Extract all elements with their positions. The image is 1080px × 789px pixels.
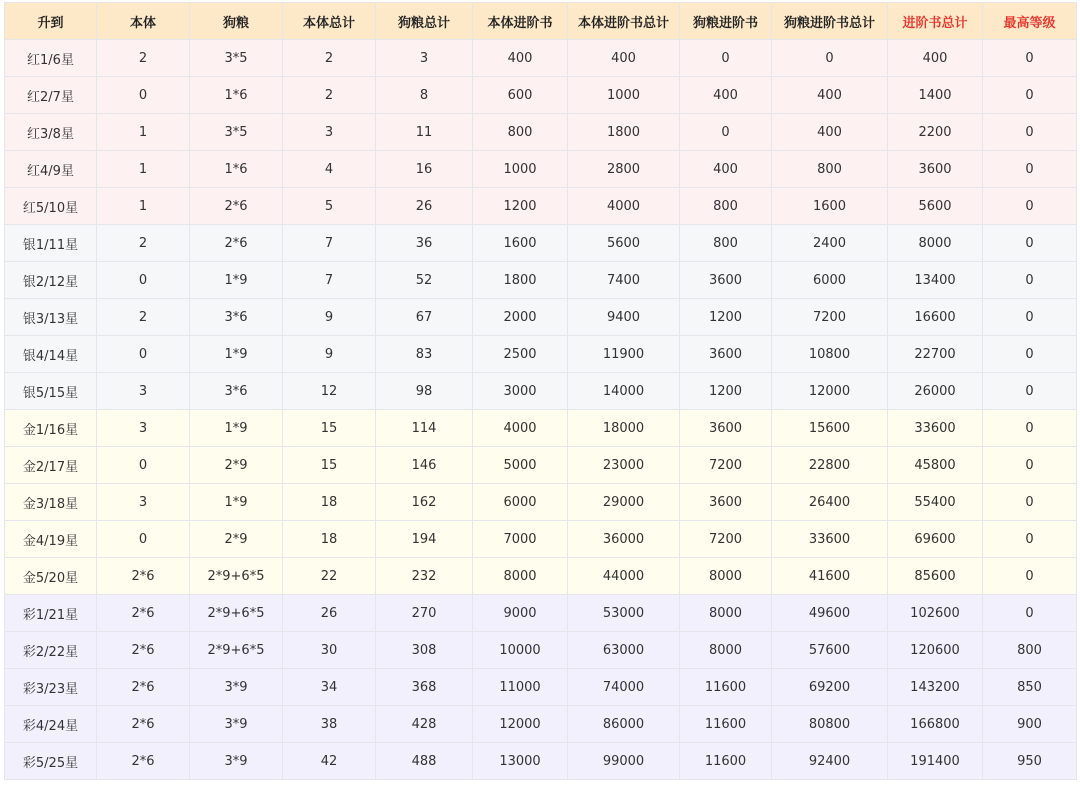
table-cell: 69600 [888, 521, 983, 558]
table-cell: 7000 [473, 521, 568, 558]
table-cell: 120600 [888, 632, 983, 669]
table-cell: 0 [983, 299, 1077, 336]
table-cell: 53000 [568, 595, 680, 632]
column-header: 狗粮总计 [376, 3, 473, 40]
table-cell: 99000 [568, 743, 680, 780]
table-cell: 8000 [888, 225, 983, 262]
column-header: 狗粮进阶书总计 [772, 3, 888, 40]
table-cell: 49600 [772, 595, 888, 632]
table-cell: 950 [983, 743, 1077, 780]
table-cell: 9 [283, 299, 376, 336]
star-level-cell: 银3/13星 [5, 299, 97, 336]
table-cell: 9400 [568, 299, 680, 336]
star-level-cell: 金1/16星 [5, 410, 97, 447]
table-cell: 2 [97, 40, 190, 77]
table-row [5, 669, 1077, 706]
star-level-cell: 银5/15星 [5, 373, 97, 410]
table-cell: 7200 [680, 447, 772, 484]
table-cell: 2*6 [97, 595, 190, 632]
table-cell: 26 [376, 188, 473, 225]
table-cell: 3*9 [190, 669, 283, 706]
table-cell: 13400 [888, 262, 983, 299]
table-cell: 428 [376, 706, 473, 743]
table-cell: 10000 [473, 632, 568, 669]
star-level-cell: 金5/20星 [5, 558, 97, 595]
table-cell: 7 [283, 225, 376, 262]
star-level-cell: 银4/14星 [5, 336, 97, 373]
table-cell: 0 [983, 114, 1077, 151]
column-header: 最高等级 [983, 3, 1077, 40]
table-row [5, 225, 1077, 262]
table-cell: 0 [983, 521, 1077, 558]
table-cell: 0 [97, 77, 190, 114]
table-cell: 45800 [888, 447, 983, 484]
table-cell: 80800 [772, 706, 888, 743]
table-row [5, 595, 1077, 632]
table-cell: 308 [376, 632, 473, 669]
table-cell: 9 [283, 336, 376, 373]
table-cell: 1*6 [190, 77, 283, 114]
table-cell: 2*9 [190, 521, 283, 558]
table-cell: 400 [473, 40, 568, 77]
table-cell: 800 [473, 114, 568, 151]
table-cell: 33600 [888, 410, 983, 447]
star-level-cell: 红4/9星 [5, 151, 97, 188]
table-cell: 5600 [568, 225, 680, 262]
table-cell: 270 [376, 595, 473, 632]
table-cell: 7200 [772, 299, 888, 336]
table-cell: 400 [772, 114, 888, 151]
table-row [5, 188, 1077, 225]
table-cell: 1*9 [190, 410, 283, 447]
column-header: 升到 [5, 3, 97, 40]
table-cell: 0 [983, 77, 1077, 114]
table-cell: 11900 [568, 336, 680, 373]
table-cell: 1000 [568, 77, 680, 114]
table-cell: 0 [983, 225, 1077, 262]
table-row [5, 262, 1077, 299]
table-cell: 600 [473, 77, 568, 114]
star-level-cell: 金2/17星 [5, 447, 97, 484]
table-cell: 1000 [473, 151, 568, 188]
table-cell: 2200 [888, 114, 983, 151]
table-cell: 55400 [888, 484, 983, 521]
table-cell: 2*6 [97, 743, 190, 780]
table-cell: 11600 [680, 669, 772, 706]
star-level-cell: 红3/8星 [5, 114, 97, 151]
table-cell: 2400 [772, 225, 888, 262]
table-cell: 8000 [680, 595, 772, 632]
star-level-cell: 彩5/25星 [5, 743, 97, 780]
table-cell: 2000 [473, 299, 568, 336]
table-cell: 368 [376, 669, 473, 706]
table-body [5, 40, 1077, 780]
table-cell: 0 [680, 40, 772, 77]
table-cell: 2500 [473, 336, 568, 373]
table-cell: 41600 [772, 558, 888, 595]
table-cell: 6000 [772, 262, 888, 299]
table-cell: 11600 [680, 743, 772, 780]
table-cell: 2*6 [97, 558, 190, 595]
table-row [5, 151, 1077, 188]
table-cell: 1*9 [190, 336, 283, 373]
table-row [5, 410, 1077, 447]
table-row [5, 743, 1077, 780]
table-cell: 2*6 [190, 188, 283, 225]
star-level-cell: 彩4/24星 [5, 706, 97, 743]
table-cell: 15600 [772, 410, 888, 447]
table-cell: 26400 [772, 484, 888, 521]
table-cell: 0 [97, 447, 190, 484]
table-row [5, 114, 1077, 151]
table-header [5, 3, 1077, 40]
table-cell: 1 [97, 151, 190, 188]
table-cell: 30 [283, 632, 376, 669]
table-cell: 162 [376, 484, 473, 521]
table-cell: 3 [376, 40, 473, 77]
table-cell: 22700 [888, 336, 983, 373]
table-cell: 2*6 [97, 706, 190, 743]
star-level-cell: 银2/12星 [5, 262, 97, 299]
table-cell: 400 [680, 77, 772, 114]
table-cell: 488 [376, 743, 473, 780]
table-cell: 102600 [888, 595, 983, 632]
table-cell: 1*9 [190, 484, 283, 521]
table-cell: 1*9 [190, 262, 283, 299]
table-cell: 86000 [568, 706, 680, 743]
table-cell: 850 [983, 669, 1077, 706]
table-cell: 900 [983, 706, 1077, 743]
table-cell: 3600 [680, 336, 772, 373]
table-cell: 0 [97, 521, 190, 558]
table-row [5, 299, 1077, 336]
table-cell: 1 [97, 188, 190, 225]
table-cell: 2 [97, 225, 190, 262]
table-cell: 3*9 [190, 743, 283, 780]
table-cell: 34 [283, 669, 376, 706]
table-cell: 1800 [473, 262, 568, 299]
table-cell: 74000 [568, 669, 680, 706]
table-cell: 3 [283, 114, 376, 151]
table-cell: 12 [283, 373, 376, 410]
table-cell: 0 [983, 484, 1077, 521]
table-cell: 2*9+6*5 [190, 632, 283, 669]
table-cell: 26000 [888, 373, 983, 410]
table-cell: 3600 [680, 410, 772, 447]
table-cell: 0 [680, 114, 772, 151]
table-row [5, 447, 1077, 484]
table-cell: 3*9 [190, 706, 283, 743]
table-cell: 800 [772, 151, 888, 188]
table-row [5, 521, 1077, 558]
table-cell: 36 [376, 225, 473, 262]
table-cell: 0 [983, 336, 1077, 373]
upgrade-cost-table [4, 2, 1077, 780]
table-cell: 11000 [473, 669, 568, 706]
table-cell: 0 [983, 188, 1077, 225]
table-row [5, 77, 1077, 114]
table-cell: 8000 [680, 558, 772, 595]
table-cell: 85600 [888, 558, 983, 595]
table-cell: 22 [283, 558, 376, 595]
column-header: 进阶书总计 [888, 3, 983, 40]
table-cell: 98 [376, 373, 473, 410]
table-cell: 12000 [772, 373, 888, 410]
header-row [5, 3, 1077, 40]
table-cell: 114 [376, 410, 473, 447]
table-row [5, 40, 1077, 77]
table-cell: 3 [97, 484, 190, 521]
table-cell: 2*9+6*5 [190, 595, 283, 632]
table-cell: 2800 [568, 151, 680, 188]
table-cell: 12000 [473, 706, 568, 743]
table-cell: 8 [376, 77, 473, 114]
column-header: 本体总计 [283, 3, 376, 40]
table-cell: 4000 [473, 410, 568, 447]
table-cell: 83 [376, 336, 473, 373]
table-cell: 18000 [568, 410, 680, 447]
star-level-cell: 彩1/21星 [5, 595, 97, 632]
table-cell: 3*5 [190, 114, 283, 151]
table-cell: 29000 [568, 484, 680, 521]
table-cell: 6000 [473, 484, 568, 521]
table-cell: 1600 [473, 225, 568, 262]
star-level-cell: 红2/7星 [5, 77, 97, 114]
table-cell: 2*6 [97, 669, 190, 706]
table-cell: 400 [888, 40, 983, 77]
table-cell: 10800 [772, 336, 888, 373]
column-header: 本体进阶书总计 [568, 3, 680, 40]
table-cell: 3000 [473, 373, 568, 410]
table-cell: 1*6 [190, 151, 283, 188]
table-cell: 1200 [680, 299, 772, 336]
table-cell: 4 [283, 151, 376, 188]
table-cell: 3*6 [190, 299, 283, 336]
table-row [5, 484, 1077, 521]
table-cell: 5 [283, 188, 376, 225]
table-cell: 4000 [568, 188, 680, 225]
table-cell: 44000 [568, 558, 680, 595]
table-cell: 33600 [772, 521, 888, 558]
table-cell: 3 [97, 373, 190, 410]
table-cell: 146 [376, 447, 473, 484]
table-cell: 800 [983, 632, 1077, 669]
table-cell: 400 [772, 77, 888, 114]
table-cell: 2 [283, 77, 376, 114]
table-cell: 2*9 [190, 447, 283, 484]
table-cell: 0 [983, 40, 1077, 77]
table-cell: 13000 [473, 743, 568, 780]
table-cell: 11 [376, 114, 473, 151]
star-level-cell: 金4/19星 [5, 521, 97, 558]
table-cell: 38 [283, 706, 376, 743]
table-cell: 0 [983, 373, 1077, 410]
table-cell: 400 [680, 151, 772, 188]
star-level-cell: 金3/18星 [5, 484, 97, 521]
table-row [5, 706, 1077, 743]
table-cell: 1200 [473, 188, 568, 225]
table-cell: 0 [983, 410, 1077, 447]
table-cell: 69200 [772, 669, 888, 706]
table-cell: 7200 [680, 521, 772, 558]
table-cell: 15 [283, 447, 376, 484]
table-cell: 7 [283, 262, 376, 299]
star-level-cell: 银1/11星 [5, 225, 97, 262]
table-cell: 63000 [568, 632, 680, 669]
table-cell: 36000 [568, 521, 680, 558]
table-cell: 1800 [568, 114, 680, 151]
table-cell: 191400 [888, 743, 983, 780]
table-row [5, 632, 1077, 669]
table-cell: 400 [568, 40, 680, 77]
table-cell: 0 [983, 151, 1077, 188]
table-cell: 2*6 [97, 632, 190, 669]
table-cell: 232 [376, 558, 473, 595]
table-cell: 11600 [680, 706, 772, 743]
table-cell: 7400 [568, 262, 680, 299]
table-cell: 800 [680, 188, 772, 225]
table-cell: 18 [283, 521, 376, 558]
table-cell: 1600 [772, 188, 888, 225]
table-cell: 0 [97, 262, 190, 299]
table-cell: 14000 [568, 373, 680, 410]
table-cell: 23000 [568, 447, 680, 484]
table-cell: 18 [283, 484, 376, 521]
table-cell: 0 [983, 262, 1077, 299]
table-cell: 9000 [473, 595, 568, 632]
table-cell: 1 [97, 114, 190, 151]
table-cell: 67 [376, 299, 473, 336]
table-cell: 0 [97, 336, 190, 373]
column-header: 狗粮 [190, 3, 283, 40]
table-cell: 2*6 [190, 225, 283, 262]
table-cell: 1400 [888, 77, 983, 114]
table-cell: 57600 [772, 632, 888, 669]
column-header: 本体进阶书 [473, 3, 568, 40]
table-row [5, 336, 1077, 373]
table-cell: 800 [680, 225, 772, 262]
table-cell: 8000 [680, 632, 772, 669]
table-cell: 1200 [680, 373, 772, 410]
table-cell: 22800 [772, 447, 888, 484]
table-cell: 166800 [888, 706, 983, 743]
table-cell: 2*9+6*5 [190, 558, 283, 595]
star-level-cell: 彩2/22星 [5, 632, 97, 669]
table-row [5, 558, 1077, 595]
table-cell: 3600 [888, 151, 983, 188]
table-cell: 3*5 [190, 40, 283, 77]
table-cell: 194 [376, 521, 473, 558]
star-level-cell: 彩3/23星 [5, 669, 97, 706]
column-header: 狗粮进阶书 [680, 3, 772, 40]
table-cell: 16600 [888, 299, 983, 336]
table-cell: 3600 [680, 484, 772, 521]
table-cell: 52 [376, 262, 473, 299]
table-cell: 3 [97, 410, 190, 447]
table-cell: 0 [983, 558, 1077, 595]
table-cell: 5000 [473, 447, 568, 484]
star-level-cell: 红1/6星 [5, 40, 97, 77]
table-cell: 8000 [473, 558, 568, 595]
table-cell: 3600 [680, 262, 772, 299]
table-cell: 16 [376, 151, 473, 188]
table-cell: 0 [772, 40, 888, 77]
table-cell: 92400 [772, 743, 888, 780]
table-cell: 0 [983, 447, 1077, 484]
table-cell: 2 [97, 299, 190, 336]
table-row [5, 373, 1077, 410]
table-cell: 143200 [888, 669, 983, 706]
table-cell: 26 [283, 595, 376, 632]
table-cell: 42 [283, 743, 376, 780]
table-cell: 0 [983, 595, 1077, 632]
table-cell: 3*6 [190, 373, 283, 410]
table-cell: 2 [283, 40, 376, 77]
table-cell: 5600 [888, 188, 983, 225]
star-level-cell: 红5/10星 [5, 188, 97, 225]
column-header: 本体 [97, 3, 190, 40]
table-cell: 15 [283, 410, 376, 447]
